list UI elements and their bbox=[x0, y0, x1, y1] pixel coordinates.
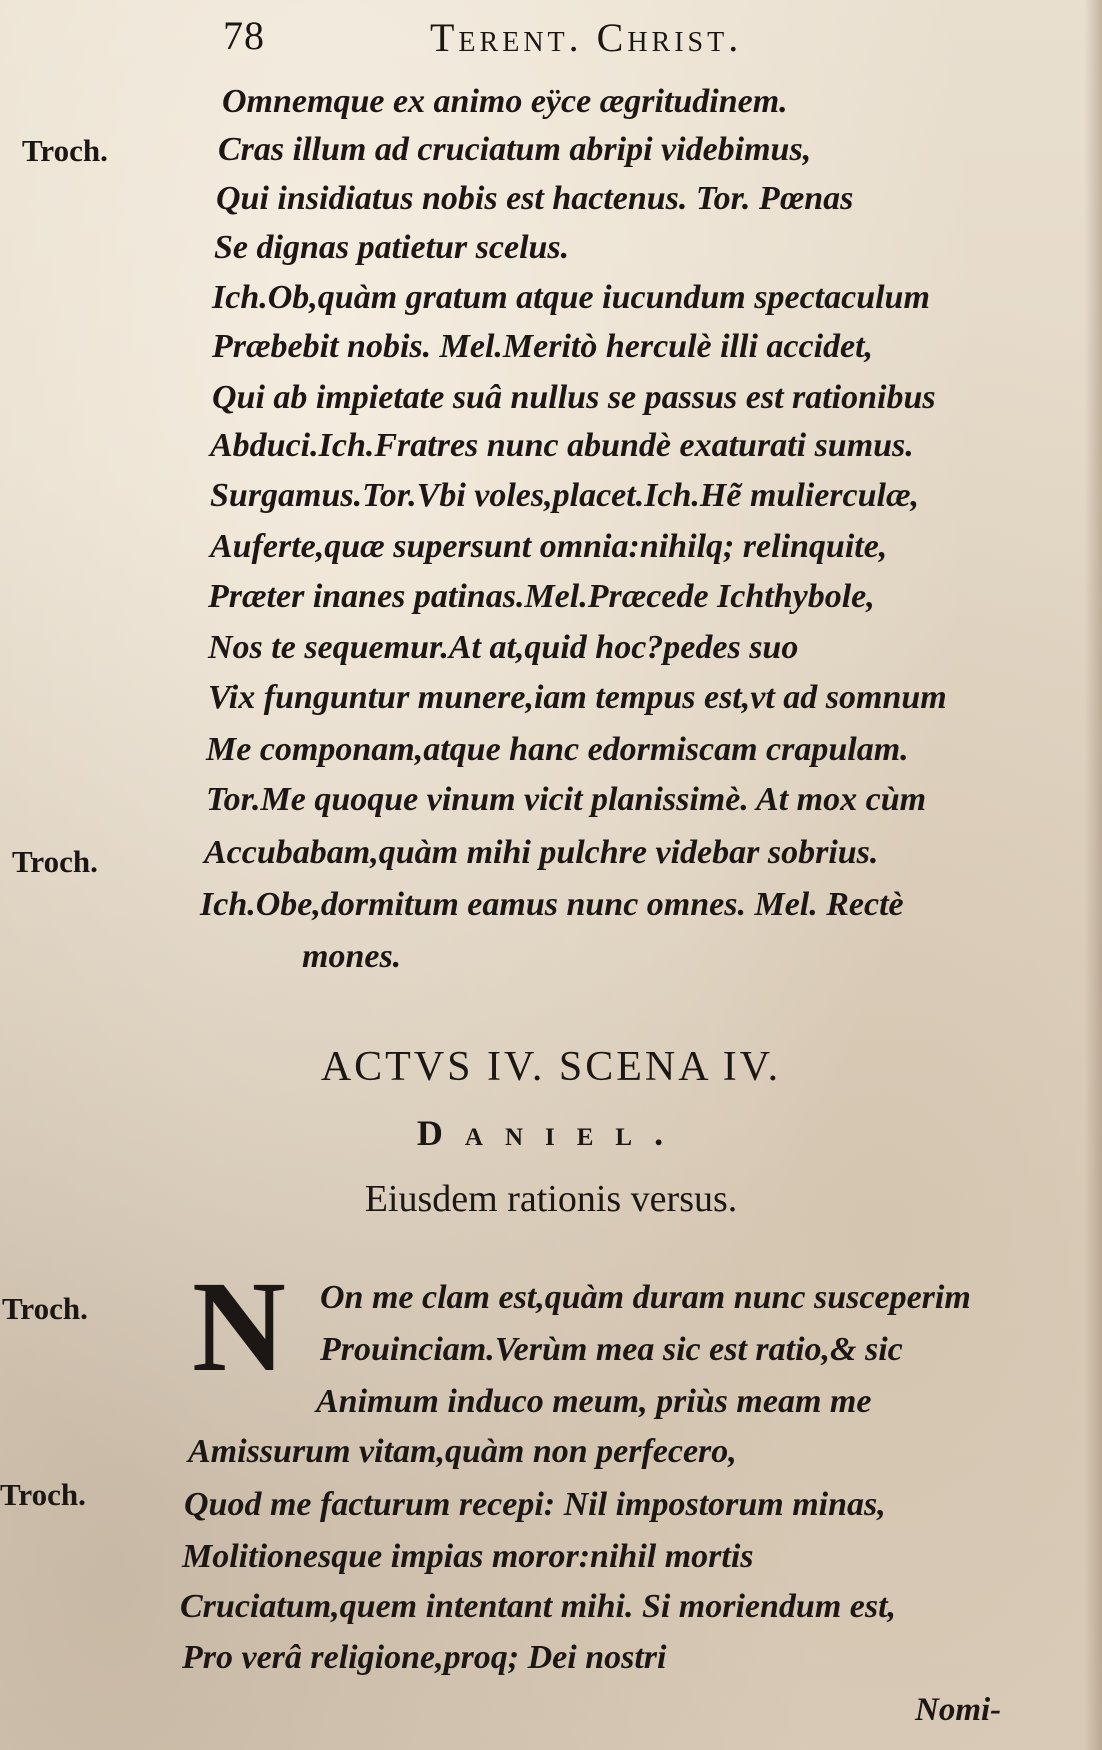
speaker-name: Daniel. bbox=[416, 1113, 686, 1153]
verse-line: Se dignas patietur scelus. bbox=[214, 229, 570, 266]
margin-note-troch: Troch. bbox=[0, 1477, 86, 1512]
verse-line: Prouinciam.Verùm mea sic est ratio,& sic bbox=[320, 1331, 903, 1368]
verse-line: Auferte,quæ supersunt omnia:nihilq; relinquite, bbox=[210, 528, 888, 565]
drop-cap-initial: N bbox=[192, 1255, 286, 1399]
margin-note-troch: Troch. bbox=[12, 844, 98, 879]
verse-line: On me clam est,quàm duram nunc susceperim bbox=[320, 1279, 971, 1316]
page-edge-shadow bbox=[1084, 0, 1102, 1750]
verse-line: Animum induco meum, priùs meam me bbox=[316, 1383, 872, 1420]
margin-note-troch: Troch. bbox=[22, 133, 108, 168]
verse-line: Præter inanes patinas.Mel.Præcede Ichthybole, bbox=[208, 578, 875, 615]
verse-line: Abduci.Ich.Fratres nunc abundè exaturati sumus. bbox=[210, 427, 914, 464]
verse-line: Surgamus.Tor.Vbi voles,placet.Ich.Hẽ mulierculæ, bbox=[210, 477, 920, 514]
verse-line: Tor.Me quoque vinum vicit planissimè. At mox cùm bbox=[206, 781, 927, 818]
verse-form-note: Eiusdem rationis versus. bbox=[364, 1178, 738, 1220]
verse-line: Amissurum vitam,quàm non perfecero, bbox=[188, 1433, 737, 1470]
verse-line: Accubabam,quàm mihi pulchre videbar sobrius. bbox=[204, 834, 879, 871]
verse-line: Nos te sequemur.At at,quid hoc?pedes suo bbox=[208, 629, 799, 666]
verse-line: Præbebit nobis. Mel.Meritò herculè illi accidet, bbox=[212, 328, 874, 365]
verse-line: Vix funguntur munere,iam tempus est,vt ad somnum bbox=[208, 679, 947, 716]
verse-line: Pro verâ religione,proq; Dei nostri bbox=[182, 1639, 667, 1676]
verse-line: mones. bbox=[302, 938, 402, 975]
verse-line: Me componam,atque hanc edormiscam crapulam. bbox=[206, 731, 909, 768]
verse-line: Ich.Obe,dormitum eamus nunc omnes. Mel. Rectè bbox=[200, 886, 904, 923]
act-scene-heading: ACTVS IV. SCENA IV. bbox=[320, 1044, 782, 1090]
catchword: Nomi- bbox=[915, 1692, 1002, 1728]
running-title: Terent. Christ. bbox=[430, 15, 743, 60]
verse-line: Omnemque ex animo eÿce ægritudinem. bbox=[222, 83, 788, 120]
verse-line: Quod me facturum recepi: Nil impostorum minas, bbox=[184, 1486, 886, 1523]
verse-line: Qui ab impietate suâ nullus se passus est rationibus bbox=[212, 379, 936, 416]
verse-line: Qui insidiatus nobis est hactenus. Tor. Pœnas bbox=[216, 180, 854, 217]
verse-line: Ich.Ob,quàm gratum atque iucundum spectaculum bbox=[212, 279, 930, 316]
verse-line: Molitionesque impias moror:nihil mortis bbox=[182, 1538, 754, 1575]
page-number: 78 bbox=[223, 13, 265, 58]
margin-note-troch: Troch. bbox=[2, 1291, 88, 1326]
verse-line: Cruciatum,quem intentant mihi. Si moriendum est, bbox=[180, 1588, 897, 1625]
verse-line: Cras illum ad cruciatum abripi videbimus, bbox=[218, 131, 812, 168]
